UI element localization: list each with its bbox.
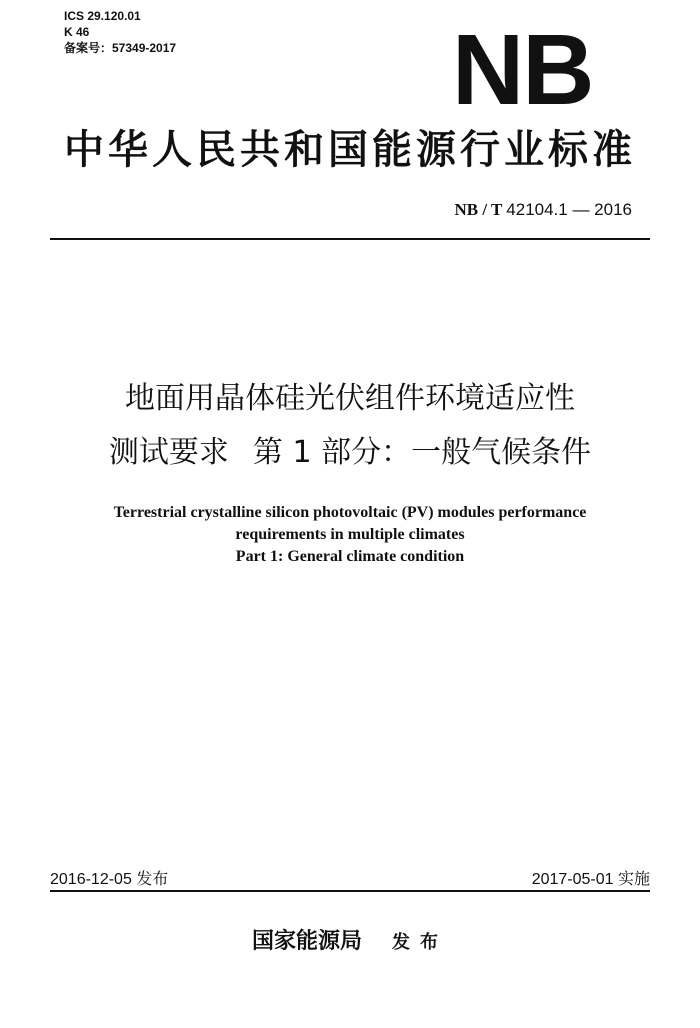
- ics-code: ICS 29.120.01: [64, 9, 141, 23]
- issuer-line: [0, 924, 700, 955]
- english-title-line1: Terrestrial crystalline silicon photovoltaic (PV) modules performance: [113, 504, 587, 521]
- chinese-title-line2: [40, 426, 660, 480]
- top-divider: [50, 238, 650, 240]
- implementation-date: 2017-05-01 实施: [531, 871, 650, 888]
- english-title-line3: Part 1: General climate condition: [235, 548, 465, 565]
- chinese-title-line2-part-a: 测试要求: [108, 435, 229, 470]
- chinese-title-line1: 地面用晶体硅光伏组件环境适应性: [125, 381, 575, 416]
- issue-date: 2016-12-05 发布: [50, 871, 169, 888]
- issuer-name: 国家能源局: [251, 928, 362, 954]
- nb-logo: NB: [452, 14, 593, 126]
- english-title: [40, 502, 660, 568]
- chinese-title: [40, 372, 660, 480]
- standard-code: [454, 200, 632, 220]
- issuer-verb: 发布: [392, 932, 448, 953]
- chinese-title-line2-part-b: 第 1 部分：一般气候条件: [252, 435, 592, 470]
- standard-category: 中华人民共和国能源行业标准: [64, 126, 636, 173]
- class-code: K 46: [64, 25, 90, 39]
- english-title-line2: requirements in multiple climates: [235, 526, 465, 543]
- record-number: 备案号：57349-2017: [64, 41, 177, 55]
- standard-code-prefix: NB / T: [454, 200, 503, 219]
- classification-block: [64, 8, 176, 56]
- standard-code-number: 42104.1 — 2016: [506, 200, 632, 219]
- bottom-divider: [50, 890, 650, 892]
